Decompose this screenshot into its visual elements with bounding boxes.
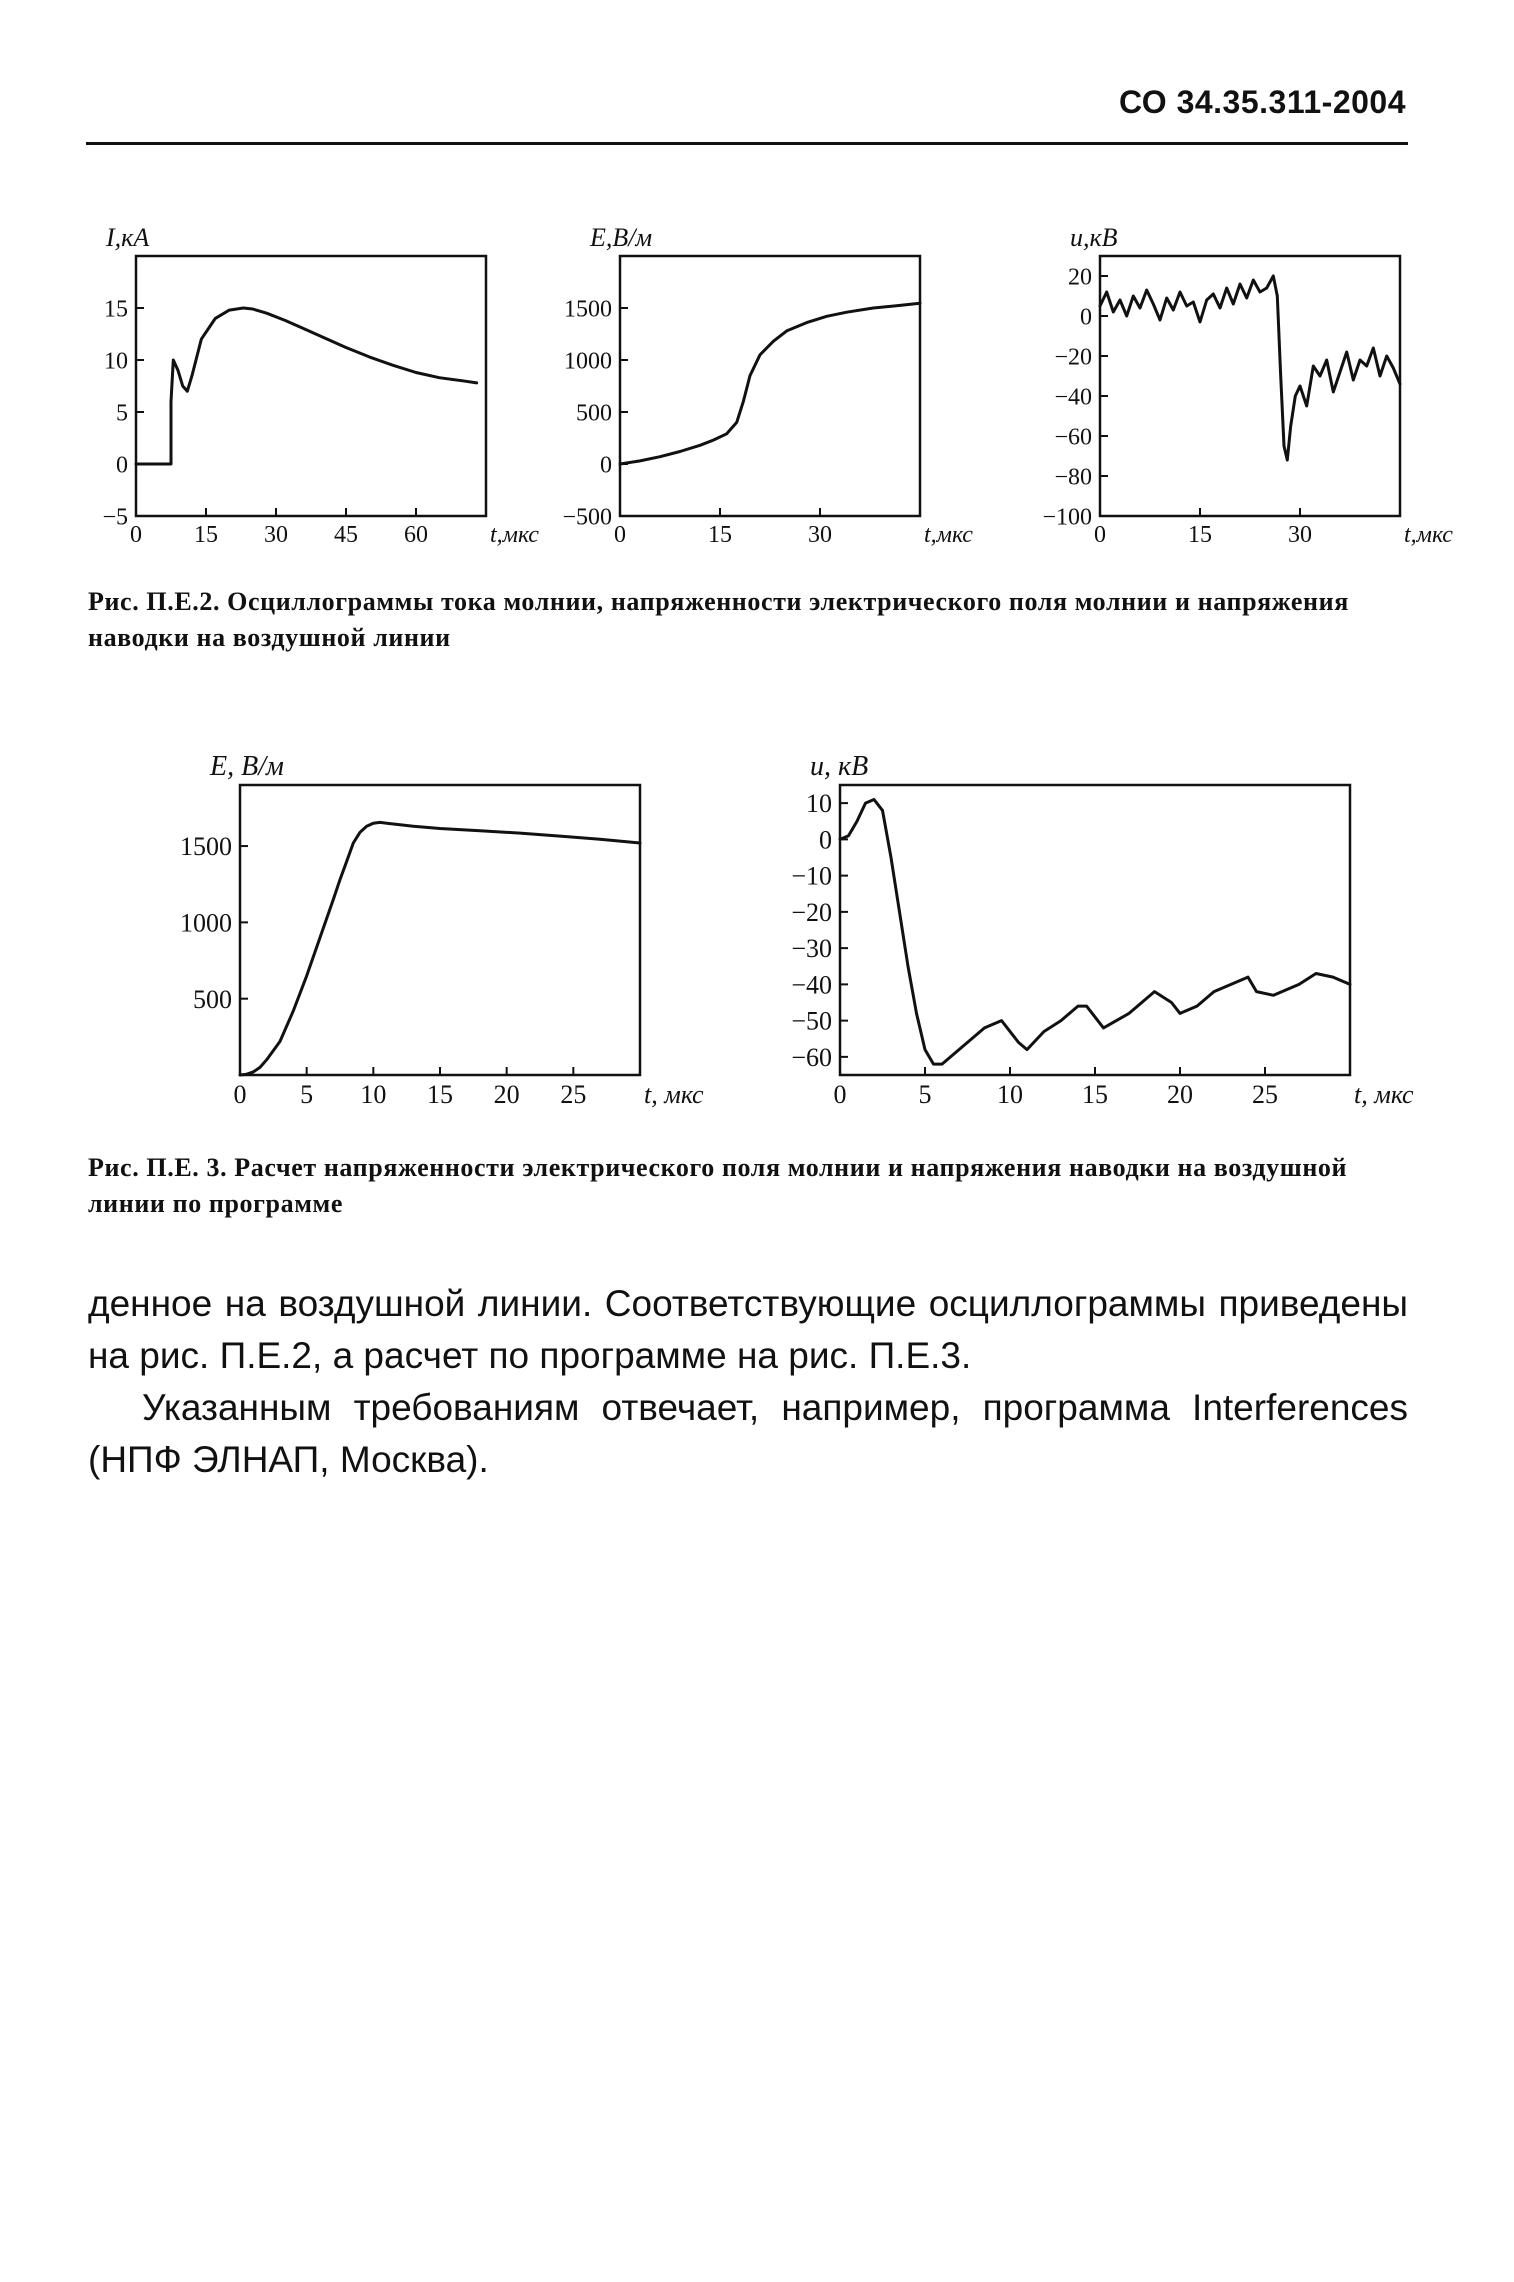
y-axis-label: u,кВ bbox=[1070, 223, 1118, 252]
body-paragraph-2: Указанным требованиям отвечает, например, программа Interferences (НПФ ЭЛНАП, Москва). bbox=[88, 1387, 1408, 1480]
series-line bbox=[1100, 276, 1400, 460]
x-axis-label: t, мкс bbox=[1354, 1080, 1414, 1109]
x-tick-label: 0 bbox=[1094, 522, 1106, 548]
y-tick-label: 0 bbox=[819, 825, 832, 855]
series-line bbox=[620, 303, 920, 464]
x-axis-label: t,мкс bbox=[924, 522, 973, 548]
plot-frame bbox=[620, 256, 920, 516]
x-tick-label: 10 bbox=[360, 1080, 387, 1109]
y-tick-label: −20 bbox=[791, 897, 832, 927]
x-tick-label: 25 bbox=[560, 1080, 587, 1109]
y-tick-label: −60 bbox=[1054, 424, 1092, 451]
y-axis-label: I,кА bbox=[106, 223, 150, 252]
y-tick-label: −80 bbox=[1054, 464, 1092, 491]
series-line bbox=[136, 308, 477, 464]
x-tick-label: 30 bbox=[264, 522, 288, 548]
x-tick-label: 5 bbox=[918, 1080, 932, 1109]
y-tick-label: 500 bbox=[576, 400, 612, 427]
y-tick-label: 0 bbox=[600, 452, 612, 479]
figure-2-caption: Рис. П.Е.2. Осциллограммы тока молнии, напряженности электрического поля молнии и напряжения наводки на воздушной линии bbox=[88, 587, 1349, 652]
y-tick-label: 1000 bbox=[564, 348, 612, 375]
body-text bbox=[88, 1278, 1408, 1486]
y-tick-label: −40 bbox=[791, 970, 832, 1000]
x-tick-label: 10 bbox=[997, 1080, 1023, 1109]
series-line bbox=[240, 822, 640, 1075]
y-tick-label: 1000 bbox=[180, 908, 232, 938]
x-axis-label: t,мкс bbox=[490, 522, 539, 548]
x-tick-label: 20 bbox=[1167, 1080, 1193, 1109]
x-tick-label: 25 bbox=[1252, 1080, 1278, 1109]
y-axis-label: u, кВ bbox=[810, 751, 869, 782]
y-tick-label: −50 bbox=[791, 1006, 832, 1036]
y-tick-label: 5 bbox=[116, 400, 128, 427]
y-tick-label: −10 bbox=[791, 861, 832, 891]
x-tick-label: 30 bbox=[1288, 522, 1312, 548]
y-tick-label: −30 bbox=[791, 934, 832, 964]
x-tick-label: 15 bbox=[1188, 522, 1212, 548]
y-tick-label: −40 bbox=[1054, 384, 1092, 411]
y-tick-label: −100 bbox=[1042, 504, 1092, 531]
y-tick-label: 10 bbox=[806, 789, 832, 819]
x-tick-label: 60 bbox=[404, 522, 428, 548]
body-paragraph-1: денное на воздушной линии. Соответствующие осциллограммы приведены на рис. П.Е.2, а расчет по программе на рис. П.Е.3. bbox=[88, 1283, 1408, 1376]
x-tick-label: 0 bbox=[833, 1080, 847, 1109]
x-tick-label: 30 bbox=[808, 522, 832, 548]
y-tick-label: −500 bbox=[562, 504, 612, 531]
x-tick-label: 45 bbox=[334, 522, 358, 548]
header-rule bbox=[86, 142, 1408, 145]
plot-frame bbox=[840, 785, 1350, 1075]
x-tick-label: 15 bbox=[194, 522, 218, 548]
x-tick-label: 20 bbox=[493, 1080, 520, 1109]
y-tick-label: 1500 bbox=[564, 296, 612, 323]
y-axis-label: E, В/м bbox=[210, 751, 284, 782]
x-tick-label: 0 bbox=[130, 522, 142, 548]
chart-line-voltage bbox=[1030, 210, 1453, 565]
y-tick-label: 500 bbox=[193, 984, 232, 1014]
x-axis-label: t,мкс bbox=[1404, 522, 1453, 548]
y-tick-label: 20 bbox=[1068, 264, 1092, 291]
chart-lightning-field bbox=[520, 210, 973, 565]
x-tick-label: 0 bbox=[233, 1080, 247, 1109]
x-tick-label: 15 bbox=[1082, 1080, 1108, 1109]
document-code: СО 34.35.311-2004 bbox=[1118, 84, 1406, 120]
y-tick-label: 15 bbox=[104, 296, 128, 323]
y-tick-label: 0 bbox=[116, 452, 128, 479]
y-tick-label: −20 bbox=[1054, 344, 1092, 371]
x-tick-label: 5 bbox=[300, 1080, 314, 1109]
series-line bbox=[840, 800, 1350, 1065]
x-tick-label: 0 bbox=[614, 522, 626, 548]
y-tick-label: 0 bbox=[1080, 304, 1092, 331]
chart-lightning-current bbox=[60, 210, 539, 565]
y-tick-label: 1500 bbox=[180, 832, 232, 862]
x-tick-label: 15 bbox=[427, 1080, 453, 1109]
y-tick-label: 10 bbox=[104, 348, 128, 375]
chart-computed-field bbox=[140, 730, 704, 1125]
chart-computed-voltage bbox=[760, 730, 1414, 1125]
x-axis-label: t, мкс bbox=[644, 1080, 704, 1109]
y-tick-label: −5 bbox=[102, 504, 128, 531]
figure-3-caption: Рис. П.Е. 3. Расчет напряженности электрического поля молнии и напряжения наводки на воздушной линии по программе bbox=[88, 1153, 1348, 1218]
y-tick-label: −60 bbox=[791, 1042, 832, 1072]
x-tick-label: 15 bbox=[708, 522, 732, 548]
y-axis-label: E,В/м bbox=[590, 223, 653, 252]
